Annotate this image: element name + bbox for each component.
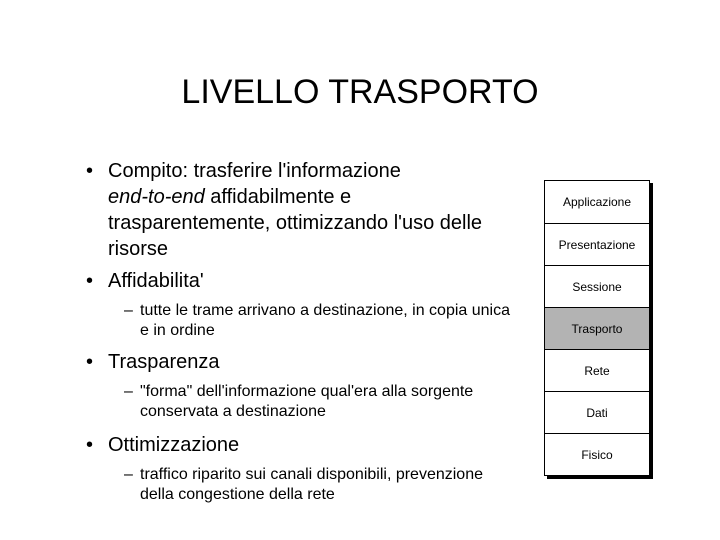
bullet-affidabilita [86,268,516,294]
slide-title: LIVELLO TRASPORTO [181,73,539,111]
sub-bullet-marker: – [124,302,133,319]
osi-layer-dati: Dati [545,391,649,433]
bullet-compito [86,158,516,262]
osi-layer-trasporto: Trasporto [545,307,649,349]
sub-bullet-text: traffico riparito sui canali disponibili, prevenzione della congestione della rete [140,466,483,503]
osi-layer-fisico: Fisico [545,433,649,475]
osi-layer-applicazione: Applicazione [545,181,649,223]
sub-bullet-affidabilita [86,301,516,341]
sub-bullet-trasparenza [86,382,516,422]
osi-layer-rete: Rete [545,349,649,391]
bullet-text: Ottimizzazione [108,434,240,456]
sub-bullet-text: tutte le trame arrivano a destinazione, in copia unica e in ordine [140,302,510,339]
bullet-text-italic: end-to-end [108,186,205,208]
bullet-marker: • [86,160,94,182]
bullet-marker: • [86,434,94,456]
bullet-text: Affidabilita' [108,270,204,292]
bullet-marker: • [86,351,94,373]
osi-layer-stack [544,180,650,476]
bullet-text: Trasparenza [108,351,220,373]
bullet-ottimizzazione [86,432,516,458]
sub-bullet-marker: – [124,466,133,483]
bullet-trasparenza [86,349,516,375]
bullet-text-pre: Compito: trasferire l'informazione [108,160,401,182]
osi-layer-presentazione: Presentazione [545,223,649,265]
bullet-list [86,158,516,505]
sub-bullet-text: "forma" dell'informazione qual'era alla sorgente conservata a destinazione [140,383,474,420]
osi-layer-sessione: Sessione [545,265,649,307]
bullet-marker: • [86,270,94,292]
sub-bullet-ottimizzazione [86,465,516,505]
bullet-text-post: affidabilmente e trasparentemente, ottimizzando l'uso delle risorse [108,186,483,260]
sub-bullet-marker: – [124,383,133,400]
